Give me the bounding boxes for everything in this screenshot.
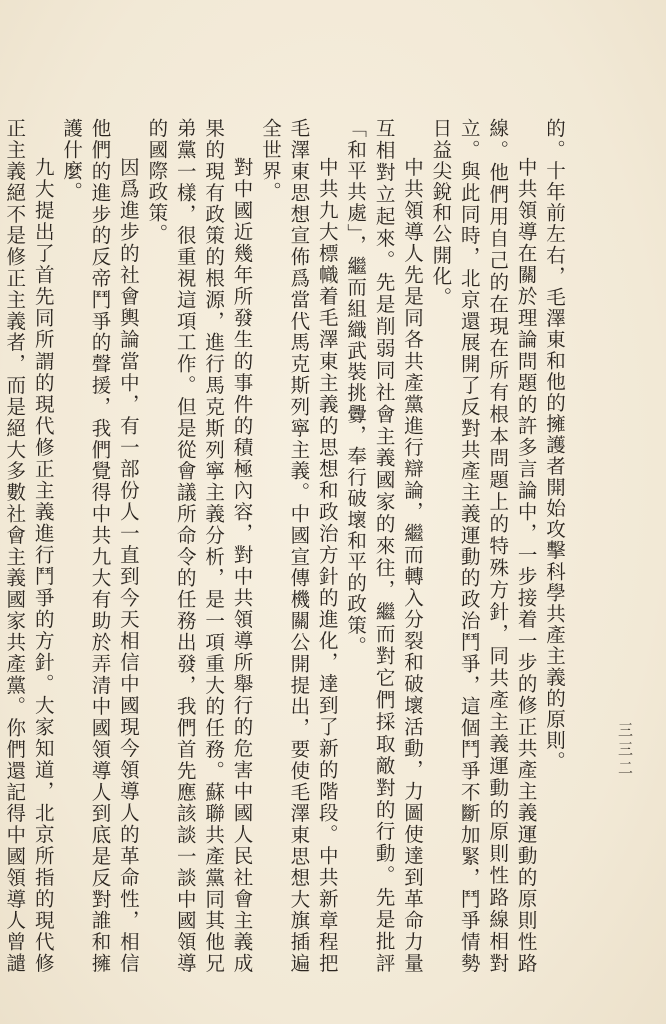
paragraph-3: 中共領導人先是同各共產黨進行辯論，繼而轉入分裂和破壞活動，力圖使達到革命力量互相對立起來。先是削弱同社會主義國家的來往，繼而對它們採取敵對的行動。先是批評「和平共處」，繼而組織武裝挑釁，奉行破壞和平的政策。 bbox=[344, 118, 424, 974]
paragraph-7: 九大提出了首先同所謂的現代修正主義進行鬥爭的方針。大家知道，北京所指的現代修正主義絕不是修正主義者，而是絕大多數社會主義國家共產黨。你們還記得中國領導人曾譴 bbox=[3, 118, 55, 974]
paragraph-5: 對中國近幾年所發生的事件的積極內容，對中共領導所舉行的危害中國人民社會主義成果的現有政策的根源，進行馬克斯列寧主義分析，是一項重大的任務。蘇聯共產黨同其他兄弟黨一樣，很重視這項工作。但是從會議所命令的任務出發，我們首先應該談一談中國領導的國際政策。 bbox=[145, 118, 254, 974]
paragraph-1: 的。十年前左右，毛澤東和他的擁護者開始攻擊科學共產主義的原則。 bbox=[543, 118, 566, 773]
page-number: 三三二 bbox=[616, 722, 634, 779]
paragraph-2: 中共領導在關於理論問題的許多言論中，一步接着一步的修正共產主義運動的原則性路線。他們用自己的在現在所有根本問題上的特殊方針，同共產主義運動的原則性路線相對立。與此同時，北京還展開了反對共產主義運動的政治鬥爭，這個鬥爭不斷加緊，鬥爭情勢日益尖銳和公開化。 bbox=[429, 118, 538, 974]
body-text bbox=[3, 118, 568, 974]
paragraph-6: 因爲進步的社會輿論當中，有一部份人一直到今天相信中國現今領導人的革命性，相信他們的進步的反帝鬥爭的聲援，我們覺得中共九大有助於弄清中國領導人到底是反對誰和擁護什麼。 bbox=[60, 118, 140, 974]
paragraph-4: 中共九大標幟着毛澤東主義的思想和政治方針的進化，達到了新的階段。中共新章程把毛澤東思想宣佈爲當代馬克斯列寧主義。中國宣傳機關公開提出，要使毛澤東思想大旗插遍全世界。 bbox=[258, 118, 339, 974]
